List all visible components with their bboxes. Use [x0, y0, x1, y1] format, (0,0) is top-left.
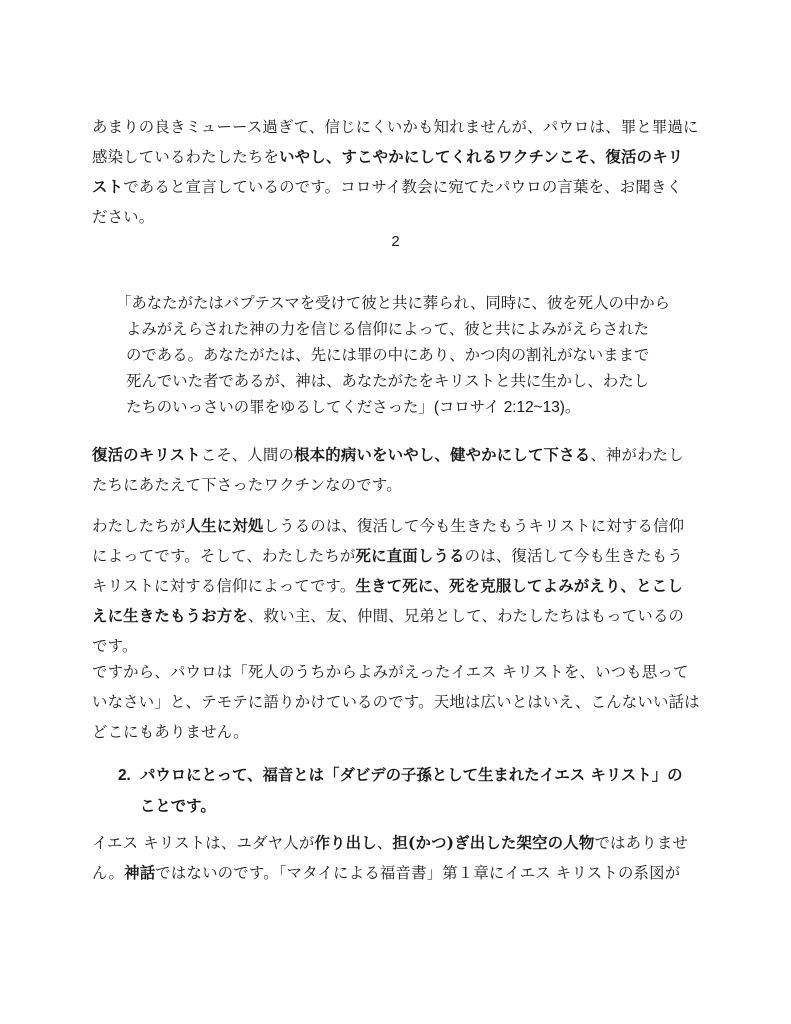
- text-line: 、救い主、友、仲間、兄弟として、わたしたちはもっているの: [247, 607, 685, 625]
- emphasis-text: 担(かつ)ぎ出した架空の人物: [392, 834, 595, 852]
- quote-citation: (コロサイ 2:12~13)。: [433, 399, 581, 416]
- emphasis-text: 復活のキリスト: [92, 446, 201, 464]
- emphasis-text: スト: [92, 178, 124, 196]
- heading-text: ことです。: [140, 797, 216, 815]
- section-heading: [118, 760, 704, 821]
- emphasis-text: えに生きたもうお方を: [92, 607, 248, 625]
- emphasis-text: 人生に対処: [185, 517, 264, 535]
- text-line: ですから、パウロは「死人のうちからよみがえったイエス キリストを、いつも思って: [92, 663, 689, 681]
- text-line: です。: [92, 637, 138, 655]
- text-line: ださい。: [92, 208, 155, 226]
- emphasis-text: 死に直面しうる: [355, 547, 465, 565]
- text-line: ではありませ: [594, 834, 689, 852]
- paragraph-intro: [92, 112, 704, 232]
- text-line: であると宣言しているのです。コロサイ教会に宛てたパウロの言葉を、お聞きく: [123, 178, 683, 196]
- quote-line: 死んでいた者であるが、神は、あなたがたをキリストと共に生かし、わたし: [126, 372, 649, 390]
- text-line: 、: [376, 834, 393, 852]
- scripture-quote: [116, 290, 686, 421]
- text-line: キリストに対する信仰によってです。: [92, 577, 356, 595]
- heading-number: 2.: [118, 767, 131, 784]
- quote-line: よみがえらされた神の力を信じる信仰によって、彼と共によみがえらされた: [126, 320, 649, 338]
- text-line: わたしたちが: [92, 517, 186, 535]
- text-line: 感染しているわたしたちを: [92, 148, 280, 166]
- quote-line: [116, 394, 686, 421]
- emphasis-text: 神話: [124, 864, 156, 882]
- emphasis-text: 生きて死に、死を克服してよみがえり、とこし: [355, 577, 683, 595]
- text-line: いなさい」と、テモテに語りかけているのです。天地は広いとはいえ、こんないい話は: [92, 693, 700, 711]
- paragraph-timothy: [92, 657, 704, 747]
- paragraph-resurrection-vaccine: [92, 440, 704, 500]
- text-line: ん。: [92, 864, 125, 882]
- text-line: どこにもありません。: [92, 723, 249, 741]
- heading-text: パウロにとって、福音とは「ダビデの子孫として生まれたイエス キリスト」の: [140, 766, 683, 784]
- quote-text: たちのいっさいの罪をゆるしてくださった」: [126, 398, 434, 416]
- quote-line: 「あなたがたはバプテスマを受けて彼と共に葬られ、同時に、彼を死人の中から: [116, 294, 671, 312]
- text-line: あまりの良きミューース過ぎて、信じにくいかも知れませんが、パウロは、罪と罪過に: [92, 118, 699, 136]
- paragraph-not-myth: [92, 828, 704, 888]
- emphasis-text: 根本的病いをいやし、健やかにして下さる: [294, 446, 591, 464]
- text-line: こそ、人間の: [200, 446, 295, 464]
- text-line: イエス キリストは、ユダヤ人が: [92, 834, 315, 852]
- text-line: しうるのは、復活して今も生きたもうキリストに対する信仰: [263, 517, 685, 535]
- text-line: によってです。そして、わたしたちが: [92, 547, 356, 565]
- emphasis-text: いやし、すこやかにしてくれるワクチンこそ、復活のキリ: [279, 148, 684, 166]
- quote-line: のである。あなたがたは、先には罪の中にあり、かつ肉の割礼がないままで: [126, 346, 650, 364]
- page-number: 2: [391, 233, 400, 250]
- emphasis-text: 作り出し: [314, 834, 377, 852]
- text-line: ではないのです。「マタイによる福音書」第１章にイエス キリストの系図が: [155, 864, 681, 882]
- paragraph-faith: [92, 511, 704, 661]
- text-line: たちにあたえて下さったワクチンなのです。: [92, 476, 402, 494]
- text-line: 、神がわたし: [590, 446, 684, 464]
- text-line: のは、復活して今も生きたもう: [464, 547, 683, 565]
